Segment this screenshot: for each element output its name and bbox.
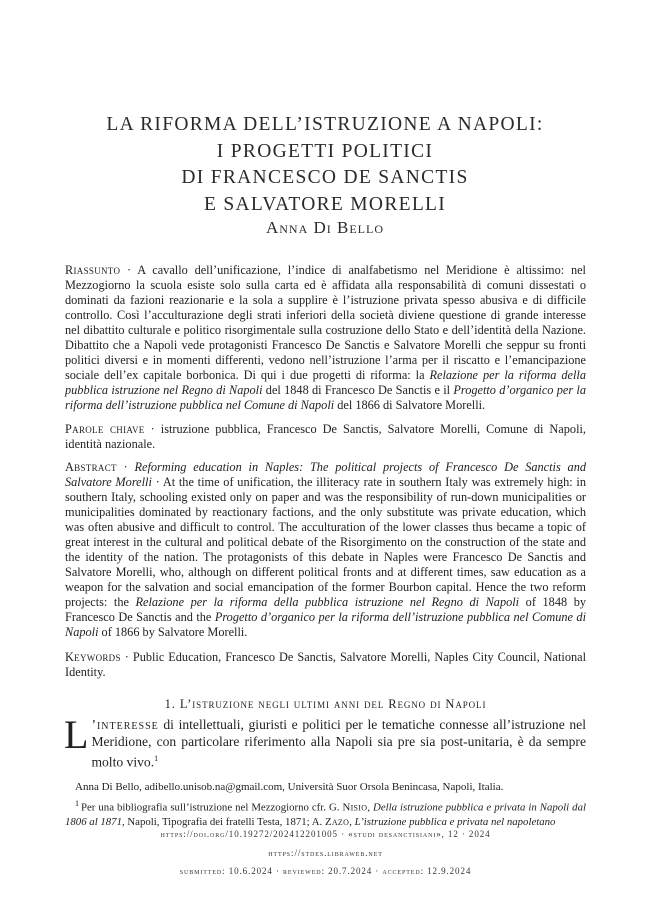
- abstract-text: At the time of unification, the illiteracy rate in southern Italy was extremely high: in southern Italy, schooling existed only on paper and was the responsibility of run-down municipalities or municipalities dominated by reactionary factions, and the only substitute was private education, which was often abusive and difficult to control. The acculturation of the lower classes thus became a topic of great interest in the cultural and political debate of the Risorgimento on the construction of the state and the identity of the nation. The protagonists of this debate in Naples were Francesco De Sanctis and Salvatore Morelli, who, although on different political fronts and at different times, saw education as a weapon for the salvation and social emancipation of the former Bourbon capital. Hence the two reform projects: the: [65, 475, 586, 609]
- cited-author: Nisio: [342, 801, 368, 814]
- body-paragraph: [64, 712, 586, 771]
- title-line: I PROGETTI POLITICI: [216, 140, 434, 162]
- riassunto-block: [65, 263, 586, 413]
- doi-line[interactable]: https://doi.org/10.19272/202412201005 · «studi desanctisiani», 12 · 2024: [160, 829, 491, 839]
- riassunto-italic-title: Progetto d’organico per la riforma dell’istruzione pubblica nel Comune di Napoli: [65, 383, 586, 412]
- cited-title: L’istruzione pubblica e privata nel napoletano: [354, 815, 556, 828]
- footnote-1: [65, 797, 586, 829]
- footnote-text: ,: [367, 801, 374, 814]
- separator: ·: [120, 263, 138, 277]
- author-affiliation-note: Anna Di Bello, adibello.unisob.na@gmail.com, Università Suor Orsola Benincasa, Napoli, Italia.: [75, 781, 504, 793]
- cited-title: Della istruzione pubblica e privata in Napoli dal 1806 al 1871: [65, 801, 586, 828]
- riassunto-italic-title: Relazione per la riforma della pubblica istruzione nel Regno di Napoli: [65, 368, 586, 397]
- journal-site-link[interactable]: https://stdes.libraweb.net: [268, 848, 383, 858]
- riassunto-text: del 1848 di Francesco De Sanctis e il: [262, 383, 454, 397]
- abstract-english-title: Reforming education in Naples: The political projects of Francesco De Sanctis and Salvatore Morelli: [65, 460, 586, 489]
- parole-chiave-block: [65, 422, 586, 452]
- footnote-text: , Napoli, Tipografia dei fratelli Testa, 1871; A.: [121, 815, 325, 828]
- separator: ·: [120, 650, 133, 664]
- cited-author: Zazo: [324, 815, 350, 828]
- footnote-number: 1: [75, 799, 79, 808]
- separator: ·: [151, 475, 163, 489]
- body-text: di intellettuali, giuristi e politici per le tematiche connesse all’istruzione nel Meridione, con particolare riferimento alla Napoli sia pre sia post-unitaria, è da sempre molto vivo.: [91, 717, 586, 770]
- separator: ·: [116, 460, 135, 474]
- drop-cap: L: [64, 712, 89, 757]
- abstract-italic-title: Progetto d’organico per la riforma dell’istruzione pubblica nel Comune di Napoli: [65, 610, 586, 639]
- keywords-block: [65, 650, 586, 680]
- title-line: E SALVATORE MORELLI: [203, 193, 447, 215]
- parole-chiave-label: Parole chiave: [65, 422, 145, 436]
- abstract-text: of 1866 by Salvatore Morelli.: [98, 625, 248, 639]
- abstract-text: of 1848 by Francesco De Sanctis and the: [65, 595, 586, 624]
- riassunto-label: Riassunto: [65, 263, 121, 277]
- footnote-text: Per una bibliografia sull’istruzione nel Mezzogiorno cfr. G.: [81, 801, 343, 814]
- section-heading: 1. L’istruzione negli ultimi anni del Regno di Napoli: [164, 697, 487, 711]
- lead-word: ’interesse: [91, 717, 159, 732]
- article-author: Anna Di Bello: [265, 218, 385, 237]
- separator: ·: [144, 422, 161, 436]
- title-line: DI FRANCESCO DE SANCTIS: [181, 167, 469, 188]
- keywords-label: Keywords: [65, 650, 121, 664]
- abstract-label: Abstract: [65, 460, 117, 474]
- abstract-italic-title: Relazione per la riforma della pubblica istruzione nel Regno di Napoli: [135, 595, 520, 609]
- abstract-block: [65, 460, 586, 640]
- footnote-text: ,: [349, 815, 355, 828]
- article-title: [60, 112, 590, 218]
- riassunto-text: A cavallo dell’unificazione, l’indice di analfabetismo nel Meridione è altissimo: nel Mezzogiorno la scuola esiste solo sulla carta ed è affidata alla responsabilità di comuni dissestati o dominati da fazioni reazionarie e la sola a supplire è l’istruzione privata spesso abusiva e di difficile controllo. Così l’acculturazione degli strati inferiori della società diviene questione di grande interesse nel dibattito culturale e politico risorgimentale sulla costruzione dello Stato e dell’identità della Nazione. Dibattito che a Napoli vede protagonisti Francesco De Sanctis e Salvatore Morelli che seppur su fronti politici diversi e in momenti differenti, vedono nell’istruzione l’arma per il riscatto e l’emancipazione sociale dell’ex capitale borbonica. Di qui i due progetti di riforma: la: [65, 263, 586, 382]
- title-line: LA RIFORMA DELL’ISTRUZIONE A NAPOLI:: [106, 114, 544, 135]
- riassunto-text: del 1866 di Salvatore Morelli.: [334, 398, 486, 412]
- footnote-marker[interactable]: 1: [154, 754, 159, 763]
- keywords-text: Public Education, Francesco De Sanctis, Salvatore Morelli, Naples City Council, National Identity.: [65, 650, 586, 679]
- review-dates: submitted: 10.6.2024 · reviewed: 20.7.2024 · accepted: 12.9.2024: [179, 866, 472, 876]
- parole-chiave-text: istruzione pubblica, Francesco De Sanctis, Salvatore Morelli, Comune di Napoli, identità nazionale.: [65, 422, 586, 451]
